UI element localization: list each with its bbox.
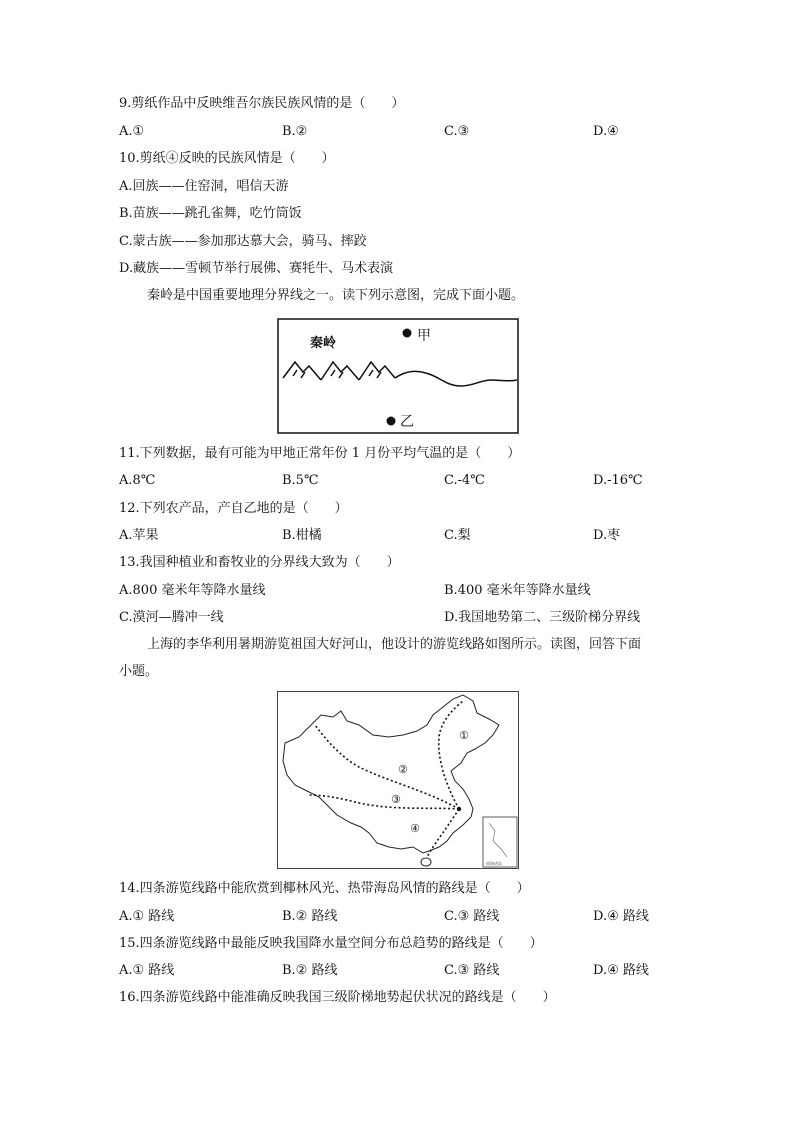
north-point-marker: [403, 329, 412, 338]
south-point-label: 乙: [400, 413, 414, 429]
south-sea-inset: [483, 817, 517, 867]
q9-option-d: D.④: [593, 124, 619, 139]
q11-option-a: A.8℃: [119, 473, 156, 488]
route-1-label: ①: [459, 729, 469, 742]
q13-option-a: A.800 毫米年等降水量线: [119, 583, 266, 598]
south-point-marker: [387, 417, 396, 426]
q14-option-a: A.① 路线: [119, 909, 175, 924]
route-3-label: ③: [391, 793, 401, 806]
q11-stem: 11.下列数据，最有可能为甲地正常年份 1 月份平均气温的是（ ）: [119, 446, 521, 461]
q12-option-b: B.柑橘: [282, 528, 322, 543]
q12-stem: 12.下列农产品，产自乙地的是（ ）: [119, 501, 348, 516]
q9-option-b: B.②: [282, 124, 308, 139]
q12-option-a: A.苹果: [119, 528, 159, 543]
q15-option-c: C.③ 路线: [444, 963, 500, 978]
intro-qinling: 秦岭是中国重要地理分界线之一。读下列示意图，完成下面小题。: [147, 288, 525, 303]
q15-option-b: B.② 路线: [282, 963, 338, 978]
q15-option-a: A.① 路线: [119, 963, 175, 978]
q13-stem: 13.我国种植业和畜牧业的分界线大致为（ ）: [119, 555, 400, 570]
q14-option-d: D.④ 路线: [593, 909, 649, 924]
q15-option-d: D.④ 路线: [593, 963, 649, 978]
q14-option-c: C.③ 路线: [444, 909, 500, 924]
q9-stem: 9.剪纸作品中反映维吾尔族民族风情的是（ ）: [119, 96, 405, 111]
q11-option-b: B.5℃: [282, 473, 319, 488]
china-route-map: [277, 691, 519, 869]
route-2-label: ②: [398, 763, 408, 776]
shanghai-marker: [457, 807, 461, 811]
q10-option-c: C.蒙古族——参加那达慕大会，骑马、摔跤: [119, 234, 367, 249]
q10-option-d: D.藏族——雪顿节举行展佛、赛牦牛、马术表演: [119, 261, 394, 276]
intro-route-line2: 小题。: [119, 664, 159, 679]
intro-route-line1: 上海的李华利用暑期游览祖国大好河山，他设计的游览线路如图所示。读图，回答下面: [147, 637, 642, 652]
north-point-label: 甲: [417, 327, 431, 343]
map-frame: [278, 692, 519, 869]
q11-option-c: C.-4℃: [444, 473, 485, 488]
q13-option-c: C.漠河—腾冲一线: [119, 610, 224, 625]
q12-option-c: C.梨: [444, 528, 471, 543]
q10-option-b: B.苗族——跳孔雀舞，吃竹筒饭: [119, 206, 302, 221]
q13-option-b: B.400 毫米年等降水量线: [444, 583, 591, 598]
q15-stem: 15.四条游览线路中最能反映我国降水量空间分布总趋势的路线是（ ）: [119, 936, 543, 951]
route-4-label: ④: [410, 822, 420, 835]
q10-option-a: A.回族——住窑洞，唱信天游: [119, 179, 289, 194]
q10-stem: 10.剪纸④反映的民族风情是（ ）: [119, 151, 335, 166]
q14-option-b: B.② 路线: [282, 909, 338, 924]
inset-label: 南海诸岛: [486, 861, 502, 866]
qinling-diagram: [277, 318, 519, 434]
q11-option-d: D.-16℃: [593, 473, 643, 488]
q12-option-d: D.枣: [593, 528, 621, 543]
q9-option-c: C.③: [444, 124, 470, 139]
q14-stem: 14.四条游览线路中能欣赏到椰林风光、热带海岛风情的路线是（ ）: [119, 881, 530, 896]
q9-option-a: A.①: [119, 124, 145, 139]
q16-stem: 16.四条游览线路中能准确反映我国三级阶梯地势起伏状况的路线是（ ）: [119, 990, 556, 1005]
qinling-label: 秦岭: [310, 335, 337, 350]
q13-option-d: D.我国地势第二、三级阶梯分界线: [444, 610, 641, 625]
